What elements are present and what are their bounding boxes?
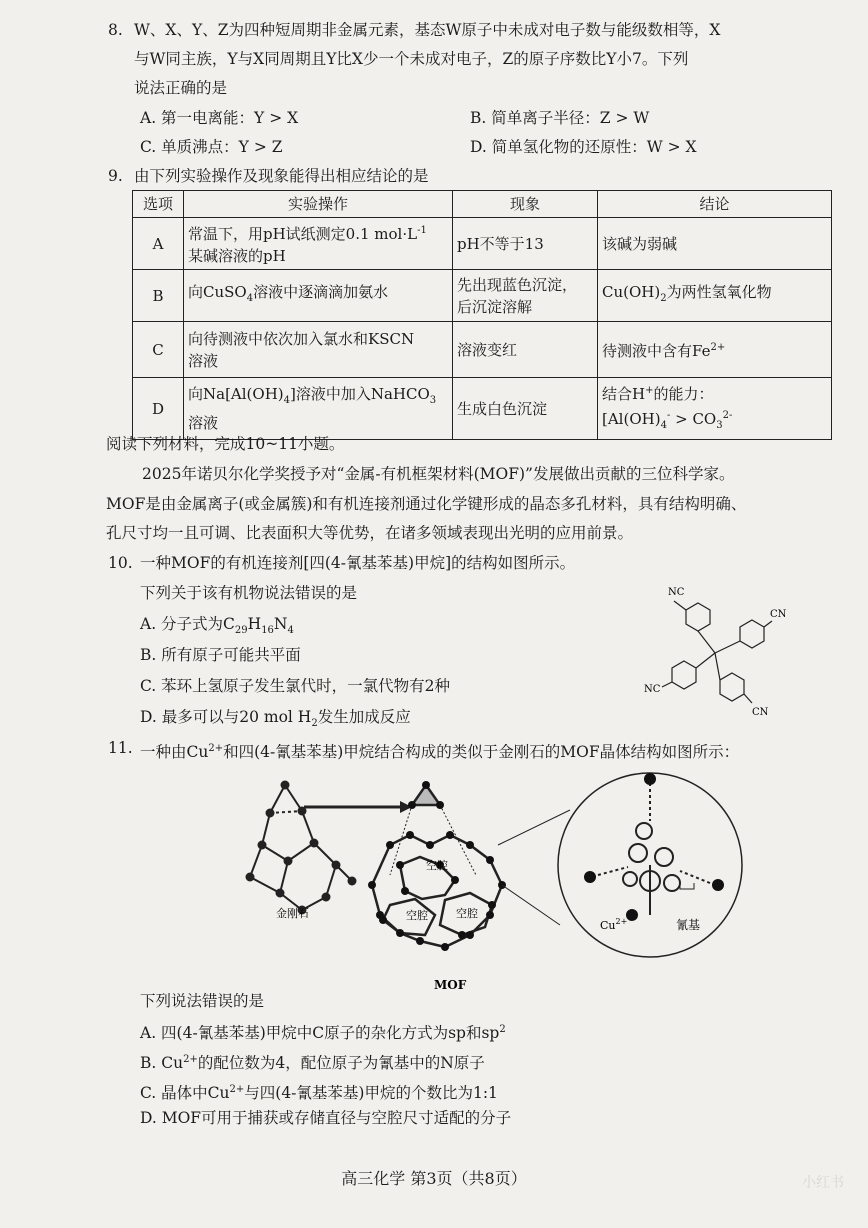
benzene-ring-right [740, 620, 764, 648]
row-option: D [133, 378, 184, 440]
q8-option-c: C. 单质沸点：Y > Z [140, 138, 283, 156]
q11-sub: 下列说法错误的是 [140, 992, 265, 1010]
q9-stem: 由下列实验操作及现象能得出相应结论的是 [134, 167, 429, 185]
experiment-table [132, 190, 832, 440]
q10-option-a: A. 分子式为$C_{29}H_{16}N_4$ [140, 615, 294, 637]
label-cn-right: CN [770, 609, 787, 620]
table-row [133, 322, 832, 378]
page-footer: 高三化学 第3页（共8页） [341, 1169, 527, 1188]
label-diamond: 金刚石 [276, 907, 309, 920]
header-option: 选项 [133, 191, 184, 218]
label-cyano: 氰基 [676, 918, 701, 932]
diamond-lattice-icon [247, 782, 356, 914]
row-phenomenon: 溶液变红 [453, 322, 598, 378]
label-cn-bottom: CN [752, 707, 769, 718]
q8-option-a: A. 第一电离能：Y > X [140, 109, 299, 127]
row-phenomenon: 先出现蓝色沉淀， 后沉淀溶解 [453, 270, 598, 322]
row-operation: 向$Na[Al(OH)_4]$溶液中加入NaHCO$_3$ 溶液 [184, 378, 453, 440]
q8-line-2: 与W同主族，Y与X同周期且Y比X少一个未成对电子，Z的原子序数比Y小7。下列 [134, 50, 689, 68]
q8-number: 8. [108, 21, 123, 39]
row-option: A [133, 218, 184, 270]
benzene-ring-top [686, 603, 710, 631]
row-option: B [133, 270, 184, 322]
q10-option-c: C. 苯环上氢原子发生氯代时，一氯代物有2种 [140, 677, 451, 695]
q11-number: 11. [108, 739, 133, 757]
q10-option-d: D. 最多可以与20 mol $H_2$发生加成反应 [140, 708, 411, 730]
label-cu: $Cu^{2+}$ [600, 917, 628, 932]
label-mof: MOF [434, 978, 467, 992]
label-cavity-2: 空腔 [406, 909, 428, 922]
q11-option-a: A. 四(4-氰基苯基)甲烷中C原子的杂化方式为sp和$sp^2$ [140, 1024, 506, 1043]
reading-paragraph-1: 2025年诺贝尔化学奖授予对“金属-有机框架材料(MOF)”发展做出贡献的三位科学家。 [142, 465, 735, 483]
q8-line-1: W、X、Y、Z为四种短周期非金属元素，基态W原子中未成对电子数与能级数相等，X [134, 21, 721, 39]
q11-stem: 一种由$Cu^{2+}$和四(4-氰基苯基)甲烷结合构成的类似于金刚石的MOF晶体结构如图所示： [140, 743, 740, 762]
q11-option-b: B. $Cu^{2+}$的配位数为4，配位原子为氰基中的N原子 [140, 1054, 485, 1073]
benzene-ring-left [672, 661, 696, 689]
reading-intro: 阅读下列材料，完成10~11小题。 [106, 435, 345, 453]
label-cavity-3: 空腔 [456, 907, 478, 920]
q11-option-d: D. MOF可用于捕获或存储直径与空腔尺寸适配的分子 [140, 1109, 512, 1127]
header-operation: 实验操作 [184, 191, 453, 218]
row-option: C [133, 322, 184, 378]
label-cavity-1: 空腔 [426, 859, 448, 872]
table-row [133, 218, 832, 270]
reading-paragraph-3: 孔尺寸均一且可调、比表面积大等优势，在诸多领域表现出光明的应用前景。 [106, 524, 634, 542]
arrow-right-icon [304, 801, 412, 813]
q8-line-3: 说法正确的是 [134, 79, 228, 97]
reading-paragraph-2: MOF是由金属离子(或金属簇)和有机连接剂通过化学键形成的晶态多孔材料，具有结构明确、 [106, 495, 747, 513]
row-phenomenon: pH不等于13 [453, 218, 598, 270]
tetrakis-cyanophenyl-methane-structure [640, 575, 790, 725]
q11-option-c: C. 晶体中$Cu^{2+}$与四(4-氰基苯基)甲烷的个数比为1:1 [140, 1084, 498, 1103]
benzene-ring-bottom [720, 673, 744, 701]
label-nc-top: NC [668, 587, 685, 598]
watermark: 小红书 [802, 1175, 844, 1191]
row-operation: 向待测液中依次加入氯水和KSCN 溶液 [184, 322, 453, 378]
header-phenomenon: 现象 [453, 191, 598, 218]
row-conclusion: 该碱为弱碱 [598, 218, 832, 270]
q10-number: 10. [108, 554, 133, 572]
q10-option-b: B. 所有原子可能共平面 [140, 646, 301, 664]
row-conclusion: $Cu(OH)_2$为两性氢氧化物 [598, 270, 832, 322]
cu-coordination-icon [598, 783, 710, 915]
label-nc-left: NC [644, 684, 661, 695]
row-conclusion: 结合H+的能力： [$Al(OH)_4^- > CO_3^{2-}$ [598, 378, 832, 440]
q10-sub: 下列关于该有机物说法错误的是 [140, 584, 358, 602]
row-conclusion: 待测液中含有$Fe^{2+}$ [598, 322, 832, 378]
q10-stem: 一种MOF的有机连接剂[四(4-氰基苯基)甲烷]的结构如图所示。 [140, 554, 576, 572]
q8-option-d: D. 简单氢化物的还原性：W > X [470, 138, 697, 156]
table-header-row [133, 191, 832, 218]
header-conclusion: 结论 [598, 191, 832, 218]
table-row [133, 270, 832, 322]
q8-option-b: B. 简单离子半径：Z > W [470, 109, 650, 127]
mof-crystal-figure [240, 765, 840, 995]
row-operation: 向CuSO$_4$溶液中逐滴滴加氨水 [184, 270, 453, 322]
q9-number: 9. [108, 167, 123, 185]
row-operation: 常温下，用pH试纸测定0.1 $mol\cdot L^{-1}$ 某碱溶液的pH [184, 218, 453, 270]
row-phenomenon: 生成白色沉淀 [453, 378, 598, 440]
